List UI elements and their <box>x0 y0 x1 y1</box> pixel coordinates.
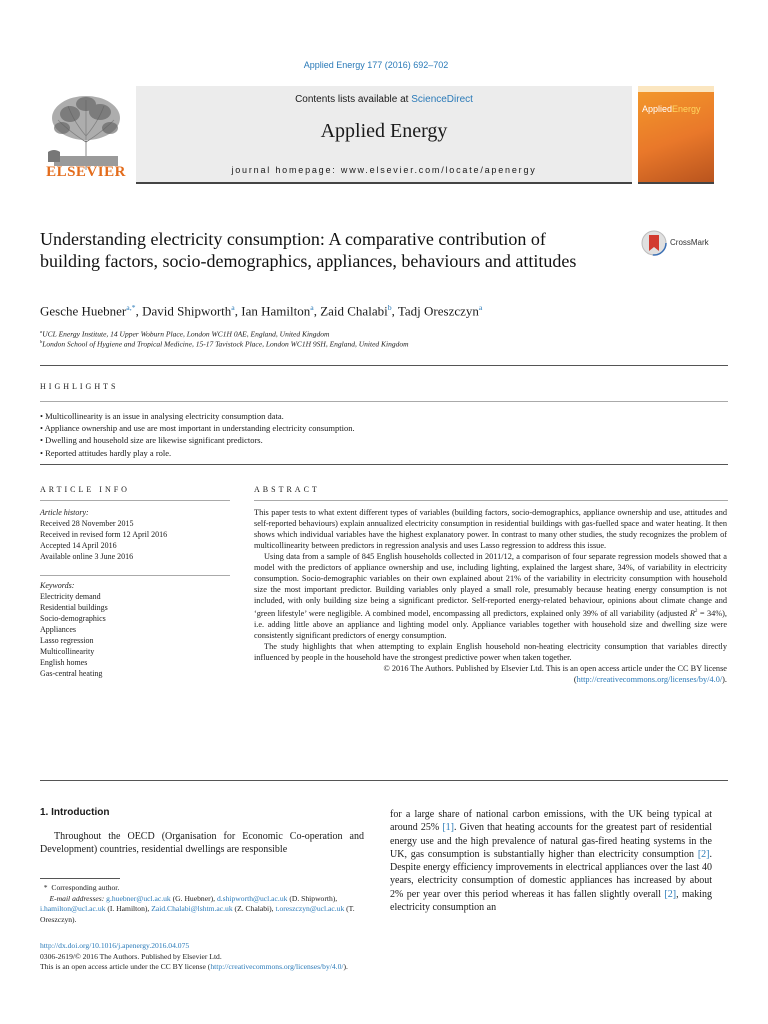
doi-link[interactable]: http://dx.doi.org/10.1016/j.apenergy.2016.04.075 <box>40 941 190 950</box>
journal-reference-link[interactable]: Applied Energy 177 (2016) 692–702 <box>303 60 449 70</box>
corresponding-author-note: * Corresponding author. <box>40 883 120 892</box>
divider <box>254 500 728 501</box>
abstract-paragraph: This paper tests to what extent different types of variables (building factors, socio-demographics, appliance ownership and use, attitudes and self-reported behaviours) explain annualized electricity consumption in residential buildings with gas-fuelled space and water heating. It then shows which individual variables have the highest explanatory power. In contrast to many other studies, the study recognizes the problem of multicollinearity between predictors in regression analysis and uses Lasso regression to address this issue. <box>254 508 727 550</box>
cover-title-applied: Applied <box>642 104 673 114</box>
divider <box>40 500 230 501</box>
history-item: Received 28 November 2015 <box>40 519 134 528</box>
issn-line: 0306-2619/© 2016 The Authors. Published by Elsevier Ltd. <box>40 951 222 961</box>
history-item: Accepted 14 April 2016 <box>40 541 117 550</box>
abstract-superscript: 2 <box>694 609 698 614</box>
publisher-wordmark: ELSEVIER <box>46 164 126 180</box>
author-list: Gesche Huebner$^{a,*}$, David Shipworth$^a$, Ian Hamilton$^a$, Zaid Chalabi$^b$, Tadj Oreszczyn$^a$ <box>40 303 483 319</box>
affiliation-a <box>40 329 720 339</box>
author-name[interactable]: Zaid Chalabi <box>320 303 388 319</box>
keyword-item: Multicollinearity <box>40 647 95 656</box>
sciencedirect-link[interactable]: ScienceDirect <box>411 94 473 105</box>
history-item: Received in revised form 12 April 2016 <box>40 530 168 539</box>
oa-end: ). <box>343 962 348 971</box>
keyword-item: Gas-central heating <box>40 669 103 678</box>
affiliation-b <box>40 339 720 349</box>
intro-paragraph-continued <box>390 808 712 914</box>
email-label: E-mail addresses: <box>49 893 105 903</box>
keywords-label: Keywords: <box>40 581 75 590</box>
author-affiliation-marker[interactable]: a,* <box>126 303 136 312</box>
email-link[interactable]: d.shipworth@ucl.ac.uk <box>216 893 288 903</box>
corresponding-text: Corresponding author. <box>51 883 120 892</box>
section-heading-introduction: 1. Introduction <box>40 807 110 818</box>
citation-link[interactable]: [2] <box>664 888 677 900</box>
divider <box>40 401 728 402</box>
abstract-text: = 34%), i.e. adding little above an appliance and lighting model only. Appliance variables together with household size and dwelling size were consistently significant predictors of energy consumption. <box>254 608 727 640</box>
history-label: Article history: <box>40 508 89 517</box>
email-owner: (T. Oreszczyn). <box>40 904 355 924</box>
copyright-text: © 2016 The Authors. Published by Elsevier Ltd. This is an open access article under the CC BY license ( <box>383 663 727 684</box>
paper-title: Understanding electricity consumption: A comparative contribution of building factors, socio-demographics, appliances, behaviours and attitudes <box>40 229 577 271</box>
affiliation-text: UCL Energy Institute, 14 Upper Woburn Place, London WC1H 0AE, England, United Kingdom <box>42 329 330 339</box>
highlight-item: • Dwelling and household size are likewise significant predictors. <box>40 434 720 446</box>
cc-license-link[interactable]: http://creativecommons.org/licenses/by/4.0/ <box>576 674 723 684</box>
author-name[interactable]: David Shipworth <box>142 303 232 319</box>
email-addresses <box>40 894 364 926</box>
email-owner: (G. Huebner), <box>172 893 216 903</box>
author-name[interactable]: Gesche Huebner <box>40 303 127 319</box>
copyright-notice <box>254 663 727 685</box>
intro-paragraph: Throughout the OECD (Organisation for Economic Co-operation and Development) countries, residential dwellings are responsible <box>40 831 364 856</box>
keywords <box>40 580 230 679</box>
divider <box>40 365 728 366</box>
highlight-item: • Multicollinearity is an issue in analysing electricity consumption data. <box>40 410 720 422</box>
footnote <box>40 883 364 925</box>
history-item: Available online 3 June 2016 <box>40 552 134 561</box>
keyword-item: Socio-demographics <box>40 614 106 623</box>
open-access-line <box>40 962 540 973</box>
highlight-item: • Reported attitudes hardly play a role. <box>40 447 720 459</box>
abstract-text: Using data from a sample of 845 English households collected in 2011/12, a comparison of four separate regression models showed that a model with the predictors of appliance ownership and use, including lighting, explained the largest share, 34%, of variability in electricity consumption. Socio-demographic variables on their own explained about 21% of the variability in electricity consumption with household size the most important predictor. Building variables only played a small role, presumably because heating energy consumption is not included, with only building size being a significant predictor. Self-reported energy-related behaviour, opinions about climate change and ‘green lifestyle’ were negligible. A combined model, encompassing all predictors, explained only 39% of all variability (adjusted <box>254 552 727 618</box>
email-link[interactable]: g.huebner@ucl.ac.uk <box>106 893 171 903</box>
intro-text: , making electricity consumption an <box>390 888 713 914</box>
journal-title: Applied Energy <box>320 120 448 142</box>
contents-line <box>136 94 632 105</box>
article-history <box>40 507 230 562</box>
article-info-heading: ARTICLE INFO <box>40 485 130 494</box>
email-owner: (Z. Chalabi), <box>234 904 274 913</box>
author-affiliation-marker[interactable]: a <box>478 303 483 312</box>
keyword-item: Electricity demand <box>40 592 101 601</box>
affiliation-marker: b <box>40 339 43 344</box>
highlight-item: • Appliance ownership and use are most important in understanding electricity consumption. <box>40 422 720 434</box>
keyword-item: Appliances <box>40 625 76 634</box>
divider <box>40 780 728 781</box>
journal-cover-title <box>642 104 714 114</box>
divider <box>40 464 728 465</box>
divider <box>40 575 230 576</box>
intro-text: for a large share of national carbon emissions, with the UK being typical at around 25% <box>390 809 712 834</box>
abstract-r-symbol: R <box>689 608 695 618</box>
intro-text: . Given that heating accounts for the greatest part of residential energy use and the high prevalence of natural gas-fired heating systems in the UK, gas consumption is substantially higher than electricity consumption <box>390 822 712 860</box>
journal-homepage[interactable]: journal homepage: www.elsevier.com/locate/apenergy <box>231 165 537 175</box>
keyword-item: English homes <box>40 658 88 667</box>
abstract-body <box>254 507 727 685</box>
affiliation-text: London School of Hygiene and Tropical Medicine, 15-17 Tavistock Place, London WC1H 9SH, England, United Kingdom <box>42 339 409 349</box>
email-owner: (I. Hamilton), <box>107 904 150 913</box>
abstract-paragraph <box>254 551 727 641</box>
email-link[interactable]: i.hamilton@ucl.ac.uk <box>40 904 106 913</box>
crossmark-label[interactable]: CrossMark <box>670 238 709 247</box>
author-name[interactable]: Ian Hamilton <box>241 303 311 319</box>
keyword-item: Residential buildings <box>40 603 108 612</box>
cc-license-link[interactable]: http://creativecommons.org/licenses/by/4.0/ <box>210 962 344 971</box>
intro-text: . Despite energy efficiency improvements in electrical appliances over the last 40 years, electricity consumption of domestic appliances has increased by about 2% per year over this period whereas it has fallen slightly overall <box>390 848 712 900</box>
doi-block <box>40 941 540 973</box>
journal-cover-image <box>638 86 714 184</box>
citation-link[interactable]: [2] <box>697 848 710 860</box>
author-affiliation-marker[interactable]: a <box>231 303 235 312</box>
email-link[interactable]: Zaid.Chalabi@lshtm.ac.uk <box>151 904 233 913</box>
email-link[interactable]: t.oreszczyn@ucl.ac.uk <box>275 904 345 913</box>
contents-prefix: Contents lists available at <box>295 94 412 105</box>
copyright-end: ). <box>722 674 727 684</box>
oa-text: This is an open access article under the CC BY license ( <box>40 962 211 971</box>
affiliation-marker: a <box>40 329 43 334</box>
cover-title-energy: Energy <box>672 104 701 114</box>
highlights-list <box>40 410 720 459</box>
footnote-divider <box>40 878 120 879</box>
abstract-paragraph: The study highlights that when attempting to explain English household non-heating electricity consumption that variables directly influenced by people in the household have the strongest predictive power when taken together. <box>254 641 727 662</box>
author-name[interactable]: Tadj Oreszczyn <box>397 303 479 319</box>
email-owner: (D. Shipworth), <box>289 893 338 903</box>
highlights-heading: HIGHLIGHTS <box>40 382 119 391</box>
keyword-item: Lasso regression <box>40 636 94 645</box>
citation-link[interactable]: [1] <box>442 822 454 834</box>
journal-cover-stripe <box>638 86 714 92</box>
author-affiliation-marker[interactable]: a <box>310 303 314 312</box>
author-affiliation-marker[interactable]: b <box>387 303 392 312</box>
abstract-heading: ABSTRACT <box>254 485 320 494</box>
